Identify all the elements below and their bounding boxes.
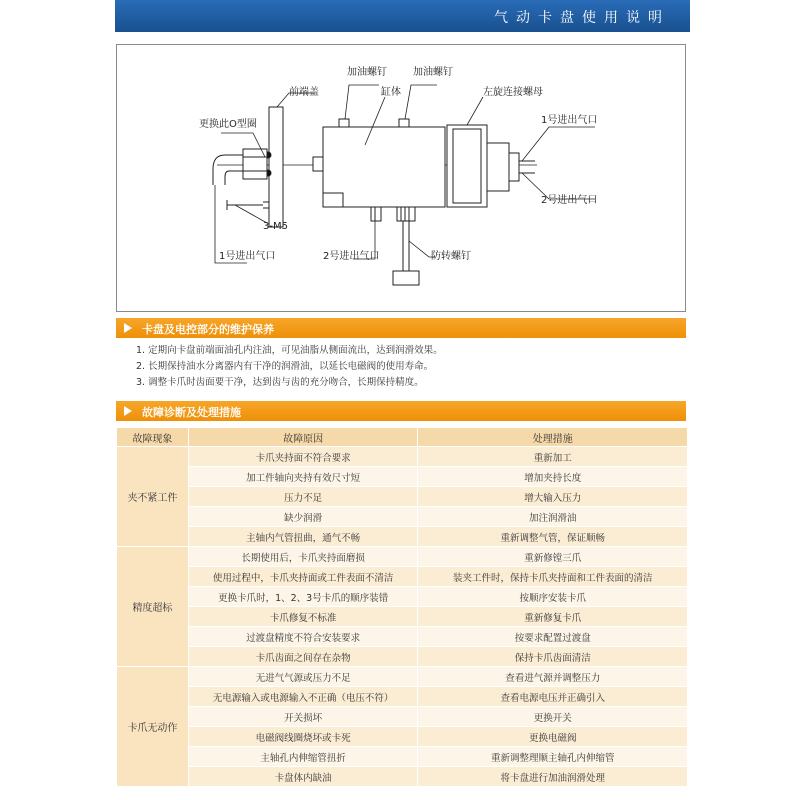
fix-cell: 更换开关 (418, 707, 688, 727)
maintenance-section-bar (116, 318, 686, 338)
maintenance-title: 卡盘及电控部分的维护保养 (142, 323, 274, 336)
cause-cell: 更换卡爪时，1、2、3号卡爪的顺序装错 (188, 587, 418, 607)
fix-cell: 将卡盘进行加油润滑处理 (418, 767, 688, 787)
fix-cell: 重新加工 (418, 447, 688, 467)
table-row (117, 747, 688, 767)
fix-cell: 按要求配置过渡盘 (418, 627, 688, 647)
header-cause: 故障原因 (188, 428, 418, 447)
fix-cell: 装夹工件时，保持卡爪夹持面和工件表面的清洁 (418, 567, 688, 587)
table-row (117, 607, 688, 627)
fix-cell: 查看进气源并调整压力 (418, 667, 688, 687)
table-header-row (117, 428, 688, 447)
cause-cell: 卡盘体内缺油 (188, 767, 418, 787)
table-row (117, 567, 688, 587)
arrow-icon (124, 406, 132, 416)
table-row (117, 627, 688, 647)
fix-cell: 按顺序安装卡爪 (418, 587, 688, 607)
fix-cell: 更换电磁阀 (418, 727, 688, 747)
fix-cell: 查看电源电压并正确引入 (418, 687, 688, 707)
fix-cell: 保持卡爪齿面清洁 (418, 647, 688, 667)
table-row (117, 707, 688, 727)
label-replace-oring: 更换此O型圈 (199, 119, 257, 130)
table-row (117, 547, 688, 567)
table-row (117, 527, 688, 547)
arrow-icon (124, 323, 132, 333)
table-row (117, 647, 688, 667)
fix-cell: 重新修镗三爪 (418, 547, 688, 567)
label-inlet2-bottom: 2号进出气口 (323, 251, 380, 262)
fix-cell: 增大输入压力 (418, 487, 688, 507)
fix-cell: 增加夹持长度 (418, 467, 688, 487)
table-row (117, 587, 688, 607)
fix-cell: 加注润滑油 (418, 507, 688, 527)
cause-cell: 卡爪夹持面不符合要求 (188, 447, 418, 467)
fix-cell: 重新调整理顺主轴孔内伸缩管 (418, 747, 688, 767)
label-front-cover: 前端盖 (289, 87, 319, 98)
maintenance-item: 1. 定期向卡盘前端面油孔内注油，可见油脂从侧面流出，达到润滑效果。 (136, 345, 443, 356)
table-row (117, 667, 688, 687)
table-row (117, 727, 688, 747)
label-anti-rotation: 防转螺钉 (431, 251, 471, 262)
maintenance-item: 3. 调整卡爪时齿面要干净，达到齿与齿的充分吻合，长期保持精度。 (136, 377, 424, 388)
table-row (117, 507, 688, 527)
maintenance-list (136, 343, 443, 391)
header-symptom: 故障现象 (117, 428, 189, 447)
table-row (117, 467, 688, 487)
symptom-cell: 夹不紧工件 (117, 447, 189, 547)
cause-cell: 卡爪齿面之间存在杂物 (188, 647, 418, 667)
label-cylinder: 缸体 (381, 87, 401, 98)
cause-cell: 使用过程中，卡爪夹持面或工件表面不清洁 (188, 567, 418, 587)
cause-cell: 缺少润滑 (188, 507, 418, 527)
page-header (115, 0, 690, 32)
fault-section-bar (116, 401, 686, 421)
cause-cell: 主轴内气管扭曲，通气不畅 (188, 527, 418, 547)
symptom-cell: 精度超标 (117, 547, 189, 667)
cause-cell: 开关损坏 (188, 707, 418, 727)
table-row (117, 767, 688, 787)
fault-title: 故障诊断及处理措施 (142, 406, 241, 419)
symptom-cell: 卡爪无动作 (117, 667, 189, 787)
table-row (117, 487, 688, 507)
label-oil-screw-1: 加油螺钉 (347, 67, 387, 78)
label-inlet1-right: 1号进出气口 (541, 115, 598, 126)
label-left-nut: 左旋连接螺母 (483, 87, 543, 98)
cause-cell: 加工件轴向夹持有效尺寸短 (188, 467, 418, 487)
table-row (117, 447, 688, 467)
cause-cell: 无电源输入或电源输入不正确（电压不符） (188, 687, 418, 707)
chuck-diagram (116, 44, 686, 312)
label-m5: 3-M5 (263, 221, 288, 232)
cause-cell: 过渡盘精度不符合安装要求 (188, 627, 418, 647)
header-fix: 处理措施 (418, 428, 688, 447)
table-row (117, 687, 688, 707)
label-inlet1-bottom: 1号进出气口 (219, 251, 276, 262)
cause-cell: 无进气气源或压力不足 (188, 667, 418, 687)
cause-cell: 长期使用后，卡爪夹持面磨损 (188, 547, 418, 567)
cause-cell: 电磁阀线圈烧坏或卡死 (188, 727, 418, 747)
cause-cell: 主轴孔内伸缩管扭折 (188, 747, 418, 767)
page-title: 气动卡盘使用说明 (494, 10, 670, 26)
maintenance-item: 2. 长期保持油水分离器内有干净的润滑油，以延长电磁阀的使用寿命。 (136, 361, 434, 372)
fix-cell: 重新修复卡爪 (418, 607, 688, 627)
fault-table (116, 427, 688, 787)
label-oil-screw-2: 加油螺钉 (413, 67, 453, 78)
cause-cell: 卡爪修复不标准 (188, 607, 418, 627)
chuck-drawing (117, 45, 685, 311)
fix-cell: 重新调整气管，保证顺畅 (418, 527, 688, 547)
label-inlet2-right: 2号进出气口 (541, 195, 598, 206)
cause-cell: 压力不足 (188, 487, 418, 507)
